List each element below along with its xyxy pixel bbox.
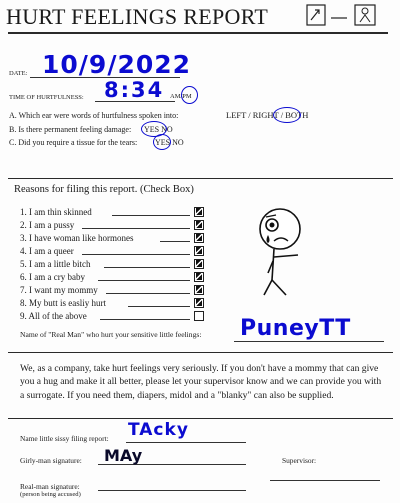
question-c: C. Did you require a tissue for the tears: xyxy=(9,138,138,147)
reason-item: 7. I want my mommy xyxy=(20,285,98,295)
reason-check-box[interactable] xyxy=(194,246,204,256)
crying-stick-figure-icon xyxy=(228,205,348,315)
reason-item: 1. I am thin skinned xyxy=(20,207,92,217)
time-label: TIME OF HURTFULNESS: xyxy=(9,94,84,101)
question-a: A. Which ear were words of hurtfulness spoken into: xyxy=(9,111,179,120)
supervisor-label: Supervisor: xyxy=(282,456,317,465)
reason-check-box[interactable] xyxy=(194,272,204,282)
real-man-label: Name of "Real Man" who hurt your sensitive little feelings: xyxy=(20,330,202,339)
girly-sig-value: MAy xyxy=(104,446,143,465)
reason-item: 9. All of the above xyxy=(20,311,87,321)
reason-check-box[interactable] xyxy=(194,233,204,243)
report-title: HURT FEELINGS REPORT xyxy=(6,4,269,29)
filer-value: TAcky xyxy=(128,420,189,440)
date-label: DATE: xyxy=(9,70,28,77)
reason-check-box[interactable] xyxy=(194,285,204,295)
question-c-options: YES NO xyxy=(155,138,184,147)
reason-check-box[interactable] xyxy=(194,311,204,321)
both-circle xyxy=(273,107,301,123)
reasons-heading: Reasons for filing this report. (Check Box) xyxy=(14,184,194,195)
reason-item: 3. I have woman like hormones xyxy=(20,233,134,243)
reason-item: 5. I am a little bitch xyxy=(20,259,91,269)
policy-paragraph: We, as a company, take hurt feelings very seriously. If you don't have a mommy that can give you a hug and make it all better, please let your supervisor know and we can provide you with a surrogate. If you need them, diapers, midol and a "blanky" can also be supplied. xyxy=(20,363,382,401)
reason-item: 6. I am a cry baby xyxy=(20,272,85,282)
reason-check-box[interactable] xyxy=(194,259,204,269)
question-b-options: YES NO xyxy=(144,125,173,134)
filer-label: Name little sissy filing report: xyxy=(20,434,109,443)
reason-check-box[interactable] xyxy=(194,207,204,217)
question-b: B. Is there permanent feeling damage: xyxy=(9,125,132,134)
pm-circle xyxy=(181,86,198,104)
date-value: 10/9/2022 xyxy=(42,50,192,79)
question-a-options: LEFT / RIGHT / BOTH xyxy=(226,110,309,120)
time-value: 8:34 xyxy=(104,78,165,102)
reason-item: 4. I am a queer xyxy=(20,246,74,256)
real-man-sig-label: Real-man signature: xyxy=(20,482,80,491)
am-pm: AM/PM xyxy=(170,93,192,100)
reason-check-box[interactable] xyxy=(194,298,204,308)
reason-item: 2. I am a pussy xyxy=(20,220,75,230)
reason-check-box[interactable] xyxy=(194,220,204,230)
real-man-sig-sub: (person being accused) xyxy=(20,491,81,498)
reason-item: 8. My butt is easliy hurt xyxy=(20,298,106,308)
header-doodle-icon xyxy=(305,2,395,30)
yes-circle-c xyxy=(153,134,171,150)
girly-sig-label: Girly-man signature: xyxy=(20,456,82,465)
real-man-value: PuneyTT xyxy=(240,316,351,341)
